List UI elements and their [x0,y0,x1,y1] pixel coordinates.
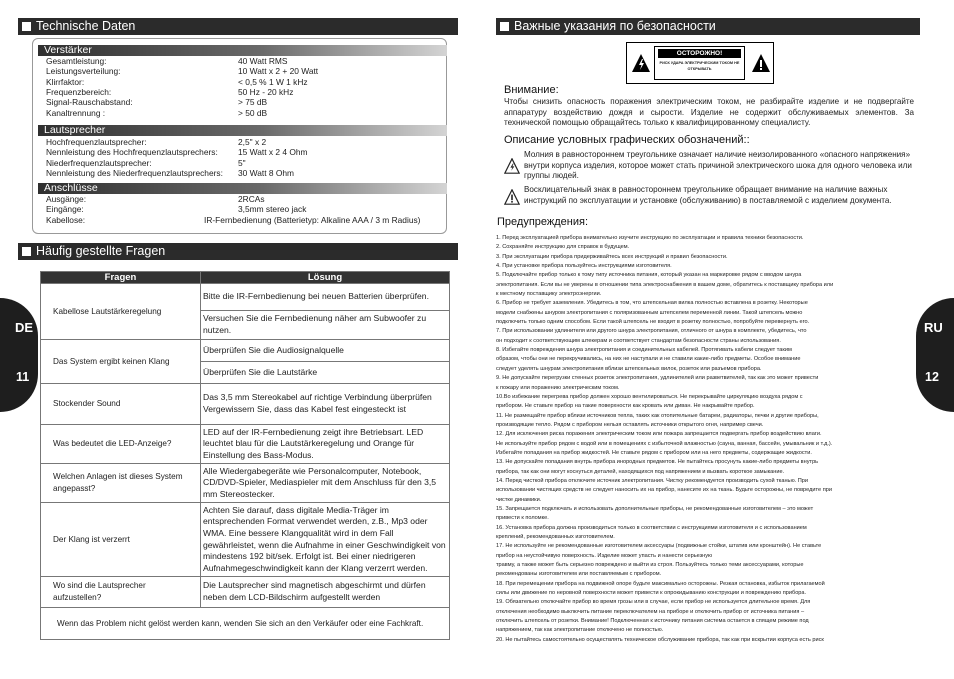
page-number: 12 [925,370,939,384]
warning-line: 6. Прибор не требует заземления. Убедитесь в том, что штепсельная вилка полностью вставлена в розетку. Некоторые [496,300,808,307]
warning-line: 20. Не пытайтесь самостоятельно осуществлять техническое обслуживание прибора, так как при вскрытии корпуса есть риск [496,636,824,643]
warning-line: электропитания. Если вы не уверены в отношении типа электроснабжения в вашем доме, обратитесь к поставщику прибора или [496,281,834,288]
warning-line: Не используйте прибор рядом с водой или в помещениях с избыточной влажностью (сауна, ванная, бассейн, умывальник и т.д.). [496,440,833,447]
warning-line: 10.Во избежание перегрева прибор должен хорошо вентилироваться. Не перекрывайте циркуляцию воздуха рядом с [496,393,803,400]
lightning-symbol-icon [504,158,520,174]
warning-line: 13. Не допускайте попадания внутрь прибора инородных предметов. Не пытайтесь просунуть какие-либо предметы внутрь [496,459,819,466]
faq-answer: Das 3,5 mm Stereokabel auf richtige Verbindung überprüfen Vergewissern Sie, dass das Kabel fest eingesteckt ist [201,384,450,425]
warning-line: модели снабжены шнуром электропитания с поляризованным штепселем переменной линии. Такой штепсель можно [496,309,803,316]
warnings-list [496,234,921,645]
lautsprecher-header [38,125,447,136]
spec-row [46,168,441,178]
faq-row [41,577,450,608]
warning-line: к местному поставщику электроэнергии. [496,291,602,298]
warning-line: 15. Запрещается подключать и использовать дополнительные приборы, не рекомендованные изготовителем – это может [496,505,814,512]
spec-key: Signal-Rauschabstand: [46,97,133,108]
warning-line: 18. При перемещении прибора на подвижной опоре будьте максимально осторожны. Резкая остановка, избыток прилагаемой [496,580,825,587]
spec-row [46,108,441,118]
warning-line: напряжением, так как электропитание отключено не полностью. [496,627,664,634]
warning-line: чистке динамики. [496,496,542,503]
symbols-heading: Описание условных графических обозначений:: [504,134,750,146]
faq-row [41,384,450,425]
faq-answer: Alle Wiedergabegeräte wie Personalcomputer, Notebook, CD/DVD-Spieler, Mediaspieler mit dem Anschluss für den 3,5 mm Stereostecker. [201,464,450,503]
spec-row [46,87,441,97]
faq-answer: Die Lautsprecher sind magnetisch abgeschirmt und dürfen neben dem LCD-Bildschirm aufgestellt werden [201,577,450,608]
faq-question: Wo sind die Lautsprecher aufzustellen? [41,577,201,608]
warning-line: 4. При установке прибора пользуйтесь инструкциями изготовителя. [496,263,672,270]
spec-key: Frequenzbereich: [46,86,112,97]
warning-line: к пожару или поражению электрическим током. [496,384,620,391]
spec-value: 5" [238,157,246,168]
warning-line: отключения необходимо выключить питание переключателем на приборе и отключить прибор от источника питания – [496,608,805,615]
spec-value: < 0,5 % 1 W 1 kHz [238,76,308,87]
spec-row [46,97,441,107]
warning-line: образом, чтобы они не перекручивались, на них не наступали и не ставили какие-либо предметы. Особое внимание [496,356,801,363]
warning-line: креплений, рекомендованных изготовителем. [496,534,615,540]
spec-row [46,147,441,157]
tech-data-header [18,18,458,35]
spec-key: Kanaltrennung : [46,107,106,118]
warning-line: прибора, так как они могут коснуться деталей, находящихся под напряжением и вызвать короткое замыкание. [496,468,785,475]
faq-answer: LED auf der IR-Fernbedienung zeigt ihre Betriebsart. LED leuchtet blau für die Lautstärkeregelung und Orange für Einstellung des Bass-Modus. [201,425,450,464]
spec-value: 2RCAs [238,194,265,204]
header-square-icon [22,247,31,256]
faq-question: Was bedeutet die LED-Anzeige? [41,425,201,464]
warning-line: 3. При эксплуатации прибора придерживайтесь всех инструкций и правил безопасности. [496,253,728,260]
warning-line: травму, а также может быть серьезно повреждено и выйти из строя. Пользуйтесь только теми аксессуарами, которые [496,562,804,569]
spec-value: 50 Hz - 20 kHz [238,86,294,97]
lightning-triangle-icon [631,53,651,73]
anschluesse-header [38,183,447,194]
exclamation-symbol-icon [504,189,520,205]
warning-line: отключить штепсель от розетки. Внимание! Подключенная к источнику питания система остается в спящем режиме под [496,618,809,625]
faq-row [41,340,450,362]
faq-answer: Versuchen Sie die Fernbedienung näher am Subwoofer zu nutzen. [201,311,450,340]
spec-row [46,77,441,87]
warning-line: 2. Сохраняйте инструкцию для справок в будущем. [496,244,630,251]
faq-question: Welchen Anlagen ist dieses System angepasst? [41,464,201,503]
faq-head-solution: Lösung [201,272,450,284]
warning-line: рекомендованы изготовителем или поставляемым с прибором. [496,571,662,578]
spec-key: Kabellose: [46,214,86,225]
lang-code: DE [15,320,34,335]
spec-row [46,66,441,76]
warning-line: производящие тепло. Рядом с прибором нельзя оставлять источники открытого огня, например свечи. [496,421,764,428]
warning-line: 14. Перед чисткой прибора отключите источник электропитания. Чистку рекомендуется производить сухой тканью. При [496,477,809,484]
faq-row [41,503,450,577]
ru-safety-header [496,18,920,35]
spec-row [46,204,441,214]
ru-page-tab [916,298,954,412]
spec-key: Hochfrequenzlautsprecher: [46,137,147,147]
spec-row [46,56,441,66]
spec-key: Niederfrequenzlautsprecher: [46,157,152,168]
symbol1-text: Молния в равностороннем треугольнике означает наличие неизолированного «опасного напряжения» внутри корпуса изделия, которое может стать причиной электрического шока для одного человека или группы людей. [524,150,912,181]
tech-data-title: Technische Daten [36,19,136,33]
spec-key: Ausgänge: [46,194,87,204]
spec-value: > 50 dB [238,107,268,118]
warning-line: 16. Установка прибора должна производиться только в соответствии с инструкциями изготовителя и с использованием [496,524,807,531]
warning-line: 8. Избегайте повреждения шнура электропитания и соединительных кабелей. Протягивать кабели следует таким [496,347,792,354]
faq-answer: Achten Sie darauf, dass digitale Media-Träger im entsprechenden Format verwendet werden, z.B., Mp3 oder WMA. Eine bessere Klangqualität wird in dem Fall gewährleistet, wenn die Aufnahme in einer Geschwindigkeit von mindestens 192 bit/sek. Erfolgt ist. Bei einer niedrigeren Aufnahmegeschwindigkeit kann der Klang verzerrt werden. [201,503,450,577]
faq-title: Häufig gestellte Fragen [36,244,166,258]
lautsprecher-title: Lautsprecher [44,124,106,136]
faq-row [41,284,450,311]
exclamation-triangle-icon [751,53,771,73]
faq-note: Wenn das Problem nicht gelöst werden kann, wenden Sie sich an den Verkäufer oder eine Fachkraft. [41,608,450,640]
faq-question: Der Klang ist verzerrt [41,503,201,577]
spec-value: 15 Watt x 2 4 Ohm [238,147,308,158]
warning-line: привести к поломке. [496,515,549,522]
faq-table [40,271,450,640]
attention-heading: Внимание: [504,84,559,96]
page-number: 11 [16,370,30,384]
warning-line: силы или движение по неровной поверхности может привести к опрокидыванию конструкции и повреждению прибора. [496,590,807,597]
warning-line: использовании чистящих средств не следует наносить их на прибор, нанесите их на ткань. Будьте осторожны, не повредите при [496,487,832,494]
spec-value: 30 Watt 8 Ohm [238,167,295,178]
spec-value: 10 Watt x 2 + 20 Watt [238,66,319,77]
warning-line: следует уделять шнурам электропитания вблизи штепсельных вилок, розеток или разъемов прибора. [496,365,762,372]
spec-value: IR-Fernbedienung (Batterietyp: Alkaline AAA / 3 m Radius) [204,214,421,225]
warning-line: подключить только одним способом. Если такой штепсель не входит в розетку полностью, попробуйте перевернуть его. [496,319,810,326]
faq-header [18,243,458,260]
spec-value: 2,5" x 2 [238,137,267,147]
attention-paragraph: Чтобы снизить опасность поражения электрическим током, не разбирайте изделие и не подвергайте аппаратуру воздействию дождя и сырости. Изделие не содержит обслуживаемых элементов. За технической помощью обращайтесь только к квалифицированному специалисту. [504,97,914,128]
warning-line: прибором. Не ставьте прибор на такие поверхности как кровать или диван. Не накрывайте прибор. [496,403,755,410]
anschluesse-title: Anschlüsse [44,182,98,194]
warning-label [626,42,774,84]
faq-answer: Überprüfen Sie die Audiosignalquelle [201,340,450,362]
warning-line: 17. Не используйте не рекомендованные изготовителем аксессуары (подвижные стойки, штатив или кронштейн). Не ставьте [496,543,822,550]
spec-row [46,215,441,225]
faq-question: Das System ergibt keinen Klang [41,340,201,384]
spec-key: Eingänge: [46,204,84,215]
spec-key: Nennleistung des Hochfrequenzlautsprechers: [46,147,218,158]
spec-key: Nennleistung des Niederfrequenzlautsprechers: [46,167,223,178]
spec-key: Klirrfaktor: [46,76,85,87]
warnings-heading: Предупреждения: [497,216,589,228]
warning-line: 5. Подключайте прибор только к тому типу источника питания, который указан на маркировке рядом с вводом шнура [496,272,802,279]
faq-head-questions: Fragen [41,272,201,284]
symbol2-text: Восклицательный знак в равностороннем треугольнике обращает внимание на наличие важных инструкций по эксплуатации и установке (обслуживанию) в поставляемой с изделием документа. [524,185,892,205]
warning-line: 1. Перед эксплуатацией прибора внимательно изучите инструкцию по эксплуатации и правила техники безопасности. [496,235,804,241]
verstaerker-title: Verstärker [44,44,92,56]
warning-line: он подходит к соответствующим штекерам и соответствует стандартам безопасности страны использования. [496,337,781,344]
verstaerker-header [38,45,447,56]
spec-key: Gesamtleistung: [46,56,107,66]
faq-head-row [41,272,450,284]
spec-row [46,158,441,168]
warning-line: Избегайте попадания на прибор жидкостей. Не ставьте рядом с прибором или на него предметы, содержащие жидкости. [496,449,812,456]
spec-row [46,194,441,204]
warning-line: прибор на неустойчивую поверхность. Изделие может упасть и нанести серьезную [496,552,713,559]
faq-answer: Bitte die IR-Fernbedienung bei neuen Batterien überprüfen. [201,284,450,311]
warning-line: 7. При использовании удлинителя или другого шнура электропитания, отличного от шнура в комплекте, убедитесь, что [496,328,807,335]
faq-question: Stockender Sound [41,384,201,425]
spec-value: 3,5mm stereo jack [238,204,307,215]
warning-line: 12. Для исключения риска поражения электрическим током или пожара запрещается подвергать прибор воздействию влаги. [496,431,822,438]
spec-row [46,137,441,147]
warning-line: 19. Обязательно отключайте прибор во время грозы или в случае, если прибор не используется длительное время. Для [496,599,811,606]
de-page-tab [0,298,38,412]
warning-title: ОСТОРОЖНО! [658,49,741,58]
warning-line: 11. Не размещайте прибор вблизи источников тепла, таких как отопительные батареи, радиаторы, печки и другие приборы, [496,412,819,419]
lang-code: RU [924,320,943,335]
ru-safety-title: Важные указания по безопасности [514,19,716,33]
spec-value: 40 Watt RMS [238,56,288,66]
faq-row [41,425,450,464]
spec-key: Leistungsverteilung: [46,66,121,77]
spec-value: > 75 dB [238,97,268,108]
warning-inner-box [654,46,745,80]
faq-row [41,464,450,503]
faq-answer: Überprüfen Sie die Lautstärke [201,362,450,384]
faq-note-row [41,608,450,640]
header-square-icon [500,22,509,31]
header-square-icon [22,22,31,31]
warning-line: 9. Не допускайте перегрузки стенных розеток электропитания, удлинителей или разветвителей, так как это может привести [496,375,819,382]
faq-question: Kabellose Lautstärkeregelung [41,284,201,340]
warning-text: РИСК УДАРА ЭЛЕКТРИЧЕСКИМ ТОКОМ НЕ ОТКРЫВАТЬ [659,61,740,71]
